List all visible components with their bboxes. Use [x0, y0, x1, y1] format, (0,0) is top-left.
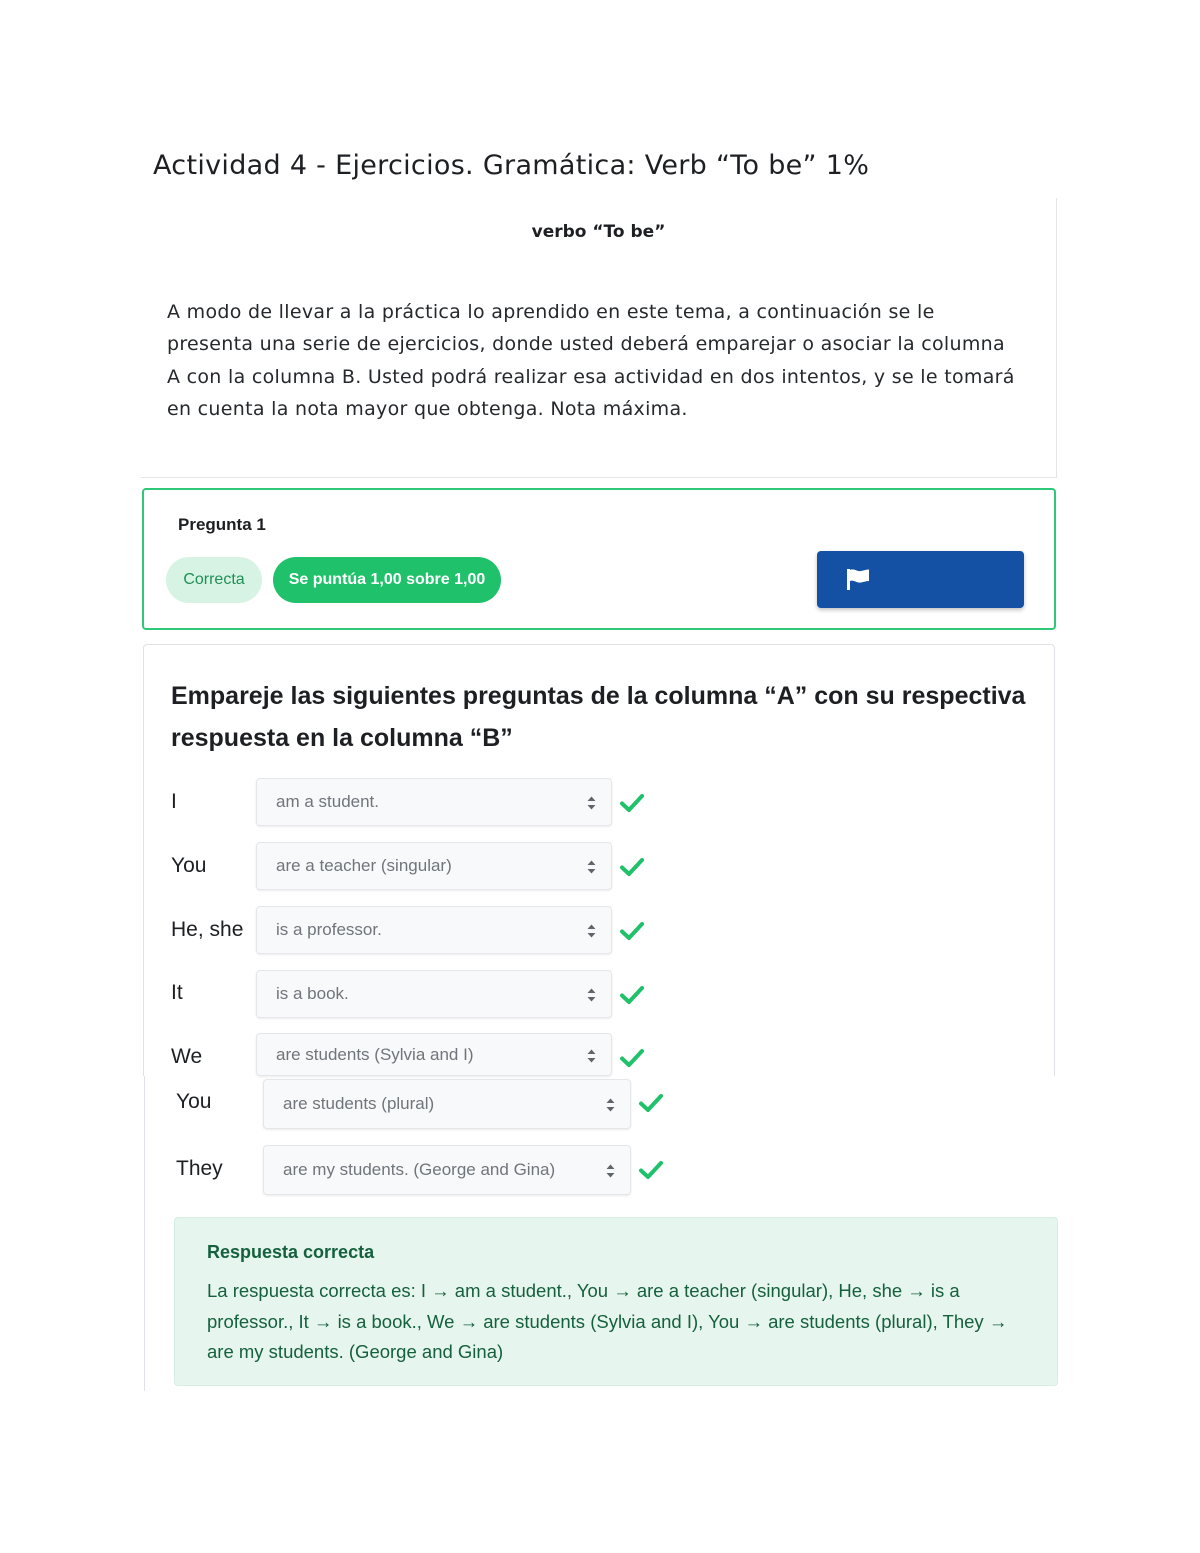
intro-heading: verbo “To be”: [531, 222, 666, 242]
correct-check-icon: [619, 1047, 645, 1069]
column-b-select[interactable]: [256, 1033, 612, 1076]
column-a-item: You: [176, 1090, 212, 1113]
page-title: Actividad 4 - Ejercicios. Gramática: Verb “To be” 1%: [153, 150, 870, 181]
column-a-item: They: [176, 1157, 223, 1180]
correct-check-icon: [638, 1159, 664, 1181]
intro-card: [141, 198, 1057, 478]
correct-check-icon: [619, 920, 645, 942]
column-a-item: I: [171, 790, 177, 813]
question-grade-badge: Se puntúa 1,00 sobre 1,00: [273, 557, 501, 603]
column-b-select[interactable]: [256, 906, 612, 954]
question-number: Pregunta 1: [178, 515, 266, 534]
select-value: is a book.: [276, 984, 349, 1003]
select-caret-icon: [587, 1047, 596, 1065]
column-b-select[interactable]: [263, 1145, 631, 1195]
correct-check-icon: [619, 984, 645, 1006]
question-prompt: Empareje las siguientes preguntas de la columna “A” con su respectiva respuesta en la columna “B”: [171, 682, 1026, 752]
select-value: are students (Sylvia and I): [276, 1044, 474, 1064]
select-caret-icon: [587, 922, 596, 940]
select-caret-icon: [606, 1162, 615, 1180]
column-a-item: You: [171, 854, 207, 877]
select-caret-icon: [587, 986, 596, 1004]
column-a-item: It: [171, 981, 183, 1004]
select-value: is a professor.: [276, 920, 382, 939]
question-card-border: [144, 1076, 145, 1391]
column-b-select[interactable]: [256, 970, 612, 1018]
select-value: are students (plural): [283, 1094, 435, 1113]
feedback-panel: [174, 1217, 1058, 1386]
select-caret-icon: [606, 1096, 615, 1114]
column-b-select[interactable]: [263, 1079, 631, 1129]
select-value: are a teacher (singular): [276, 856, 452, 875]
select-caret-icon: [587, 794, 596, 812]
feedback-text: La respuesta correcta es: I → am a student., You → are a teacher (singular), He, she → is a professor., It → is a book., We → are students (Sylvia and I), You → are students (plural), They → are my students. (George and Gina): [207, 1280, 1008, 1362]
select-value: are my students. (George and Gina): [283, 1160, 556, 1179]
question-info-panel: [142, 488, 1056, 630]
correct-check-icon: [619, 856, 645, 878]
intro-text: A modo de llevar a la práctica lo aprendido en este tema, a continuación se le presenta una serie de ejercicios, donde usted deberá emparejar o asociar la columna A con la columna B. Usted podrá realizar esa actividad en dos intentos, y se le tomará en cuenta la nota mayor que obtenga. Nota máxima.: [167, 301, 1015, 421]
column-a-item: He, she: [171, 918, 244, 941]
column-b-select[interactable]: [256, 778, 612, 826]
feedback-title: Respuesta correcta: [207, 1242, 375, 1262]
correct-check-icon: [638, 1092, 664, 1114]
select-value: am a student.: [276, 792, 380, 811]
correct-check-icon: [619, 792, 645, 814]
column-b-select[interactable]: [256, 842, 612, 890]
flag-question-button[interactable]: [817, 551, 1024, 608]
column-a-item: We: [171, 1045, 203, 1068]
question-state-badge: Correcta: [166, 557, 262, 603]
flag-icon: [846, 568, 870, 590]
select-caret-icon: [587, 858, 596, 876]
